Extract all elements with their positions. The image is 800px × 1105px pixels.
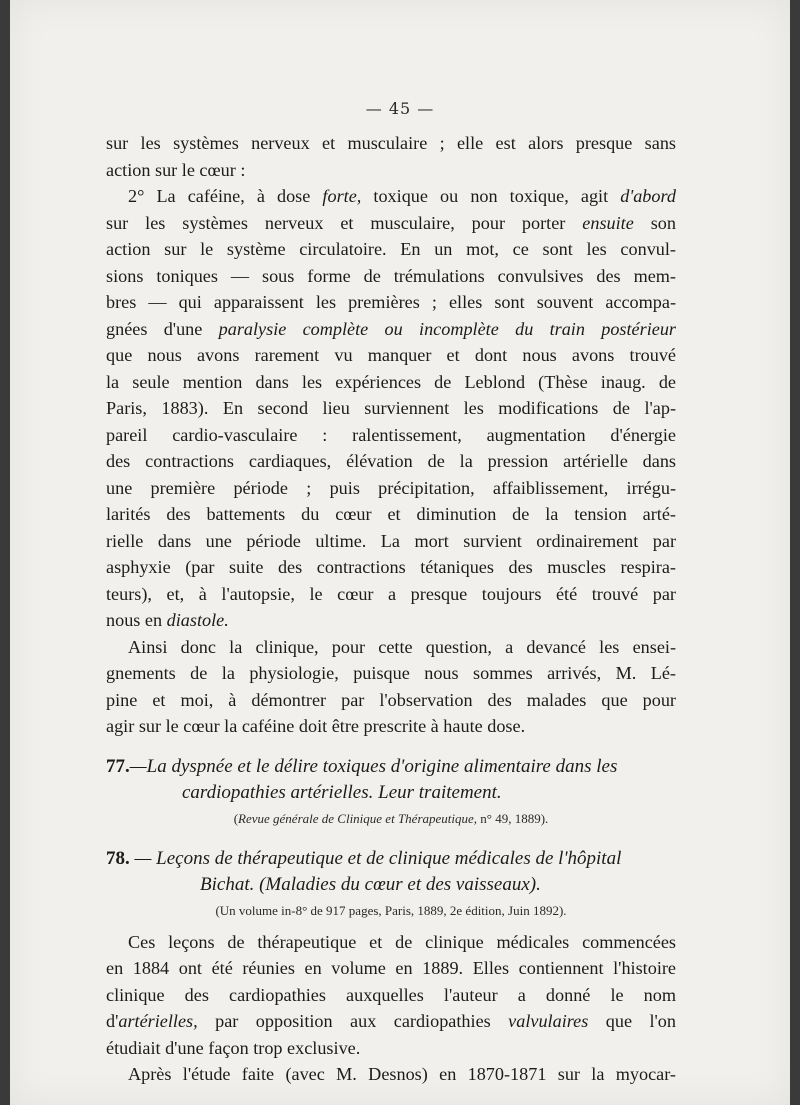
entry-number: 77. (106, 755, 130, 777)
entry-78-title (106, 846, 676, 898)
emphasis: d'abord (620, 186, 676, 206)
emphasis: diastole. (166, 610, 229, 630)
text-line: une première période ; puis précipitation, affaiblissement, irrégu- (106, 477, 676, 498)
entry-77-reference (106, 806, 676, 833)
text-line: étudiait d'une façon trop exclusive. (106, 1037, 361, 1058)
page-number: — 45 — (365, 99, 435, 118)
text-line: sions toniques — sous forme de trémulations convulsives des mem- (106, 265, 676, 286)
entry-title-line: Bichat. (Maladies du cœur et des vaisseaux). (200, 874, 541, 895)
text-line: agir sur le cœur la caféine doit être prescrite à haute dose. (106, 716, 526, 736)
text-span: ( (233, 810, 239, 826)
text-line (106, 316, 676, 343)
text-line: bres — qui apparaissent les premières ; elles sont souvent accompa- (106, 292, 676, 312)
text-line: gnements de la physiologie, puisque nous sommes arrivés, M. Lé- (106, 663, 676, 683)
text-line: des contractions cardiaques, élévation de la pression artérielle dans (106, 451, 676, 471)
text-line (106, 1008, 676, 1035)
text-line: clinique des cardiopathies auxquelles l'auteur a donné le nom (106, 984, 676, 1005)
text-line: action sur le système circulatoire. En un mot, ce sont les convul- (106, 239, 676, 259)
emphasis: artérielles, (118, 1011, 198, 1031)
text-span: 2° La caféine, à dose (128, 186, 323, 206)
text-span: que l'on (588, 1011, 676, 1031)
entry-title-line: — Leçons de thérapeutique et de clinique médicales de l'hôpital (129, 848, 622, 869)
entry-title-line: —La dyspnée et le délire toxiques d'origine alimentaire dans les (129, 755, 618, 777)
text-line (106, 210, 676, 237)
text-line (106, 183, 676, 210)
text-line: pine et moi, à démontrer par l'observation des malades que pour (106, 689, 676, 710)
emphasis: valvulaires (508, 1011, 589, 1031)
entry-78-reference: (Un volume in-8° de 917 pages, Paris, 1889, 2e édition, Juin 1892). (215, 903, 567, 918)
text-span: nous en (106, 610, 167, 630)
book-page (10, 0, 790, 1105)
emphasis: ensuite (582, 212, 634, 233)
text-line: teurs), et, à l'autopsie, le cœur a presque toujours été trouvé par (106, 583, 676, 604)
text-span: gnées d'une (106, 318, 219, 339)
emphasis: paralysie complète ou incomplète du train postérieur (218, 318, 676, 339)
entry-77-title (106, 754, 676, 806)
text-line: larités des battements du cœur et diminution de la tension arté- (106, 504, 676, 524)
text-span: son (633, 212, 676, 233)
text-line: rielle dans une période ultime. La mort survient ordinairement par (106, 530, 676, 551)
text-span: n° 49, 1889). (477, 810, 549, 826)
entry-number: 78. (106, 848, 130, 869)
text-line: en 1884 ont été réunies en volume en 1889. Elles contiennent l'histoire (106, 958, 676, 978)
emphasis: forte, (322, 186, 362, 206)
text-line: Ces leçons de thérapeutique et de clinique médicales commencées (128, 931, 676, 952)
text-line: Ainsi donc la clinique, pour cette question, a devancé les ensei- (128, 636, 676, 657)
text-span: d' (106, 1011, 119, 1031)
text-line (106, 607, 676, 634)
page-body (106, 130, 676, 1088)
text-line: pareil cardio-vasculaire : ralentissement, augmentation d'énergie (106, 424, 676, 445)
text-line: asphyxie (par suite des contractions tétaniques des muscles respira- (106, 557, 676, 577)
text-span: par opposition aux cardiopathies (197, 1011, 509, 1031)
entry-title-line: cardiopathies artérielles. Leur traitement. (182, 781, 502, 803)
text-line: sur les systèmes nerveux et musculaire ; elle est alors presque sans (106, 133, 676, 153)
text-line: Paris, 1883). En second lieu surviennent les modifications de l'ap- (106, 398, 676, 418)
text-line: la seule mention dans les expériences de Leblond (Thèse inaug. de (106, 371, 676, 392)
text-span: toxique ou non toxique, agit (361, 186, 621, 206)
text-span: sur les systèmes nerveux et musculaire, pour porter (106, 212, 583, 233)
text-line: Après l'étude faite (avec M. Desnos) en 1870-1871 sur la myocar- (128, 1064, 676, 1084)
text-line: que nous avons rarement vu manquer et dont nous avons trouvé (106, 345, 676, 365)
text-line: action sur le cœur : (106, 159, 246, 180)
journal-name: Revue générale de Clinique et Thérapeutique, (238, 810, 478, 826)
